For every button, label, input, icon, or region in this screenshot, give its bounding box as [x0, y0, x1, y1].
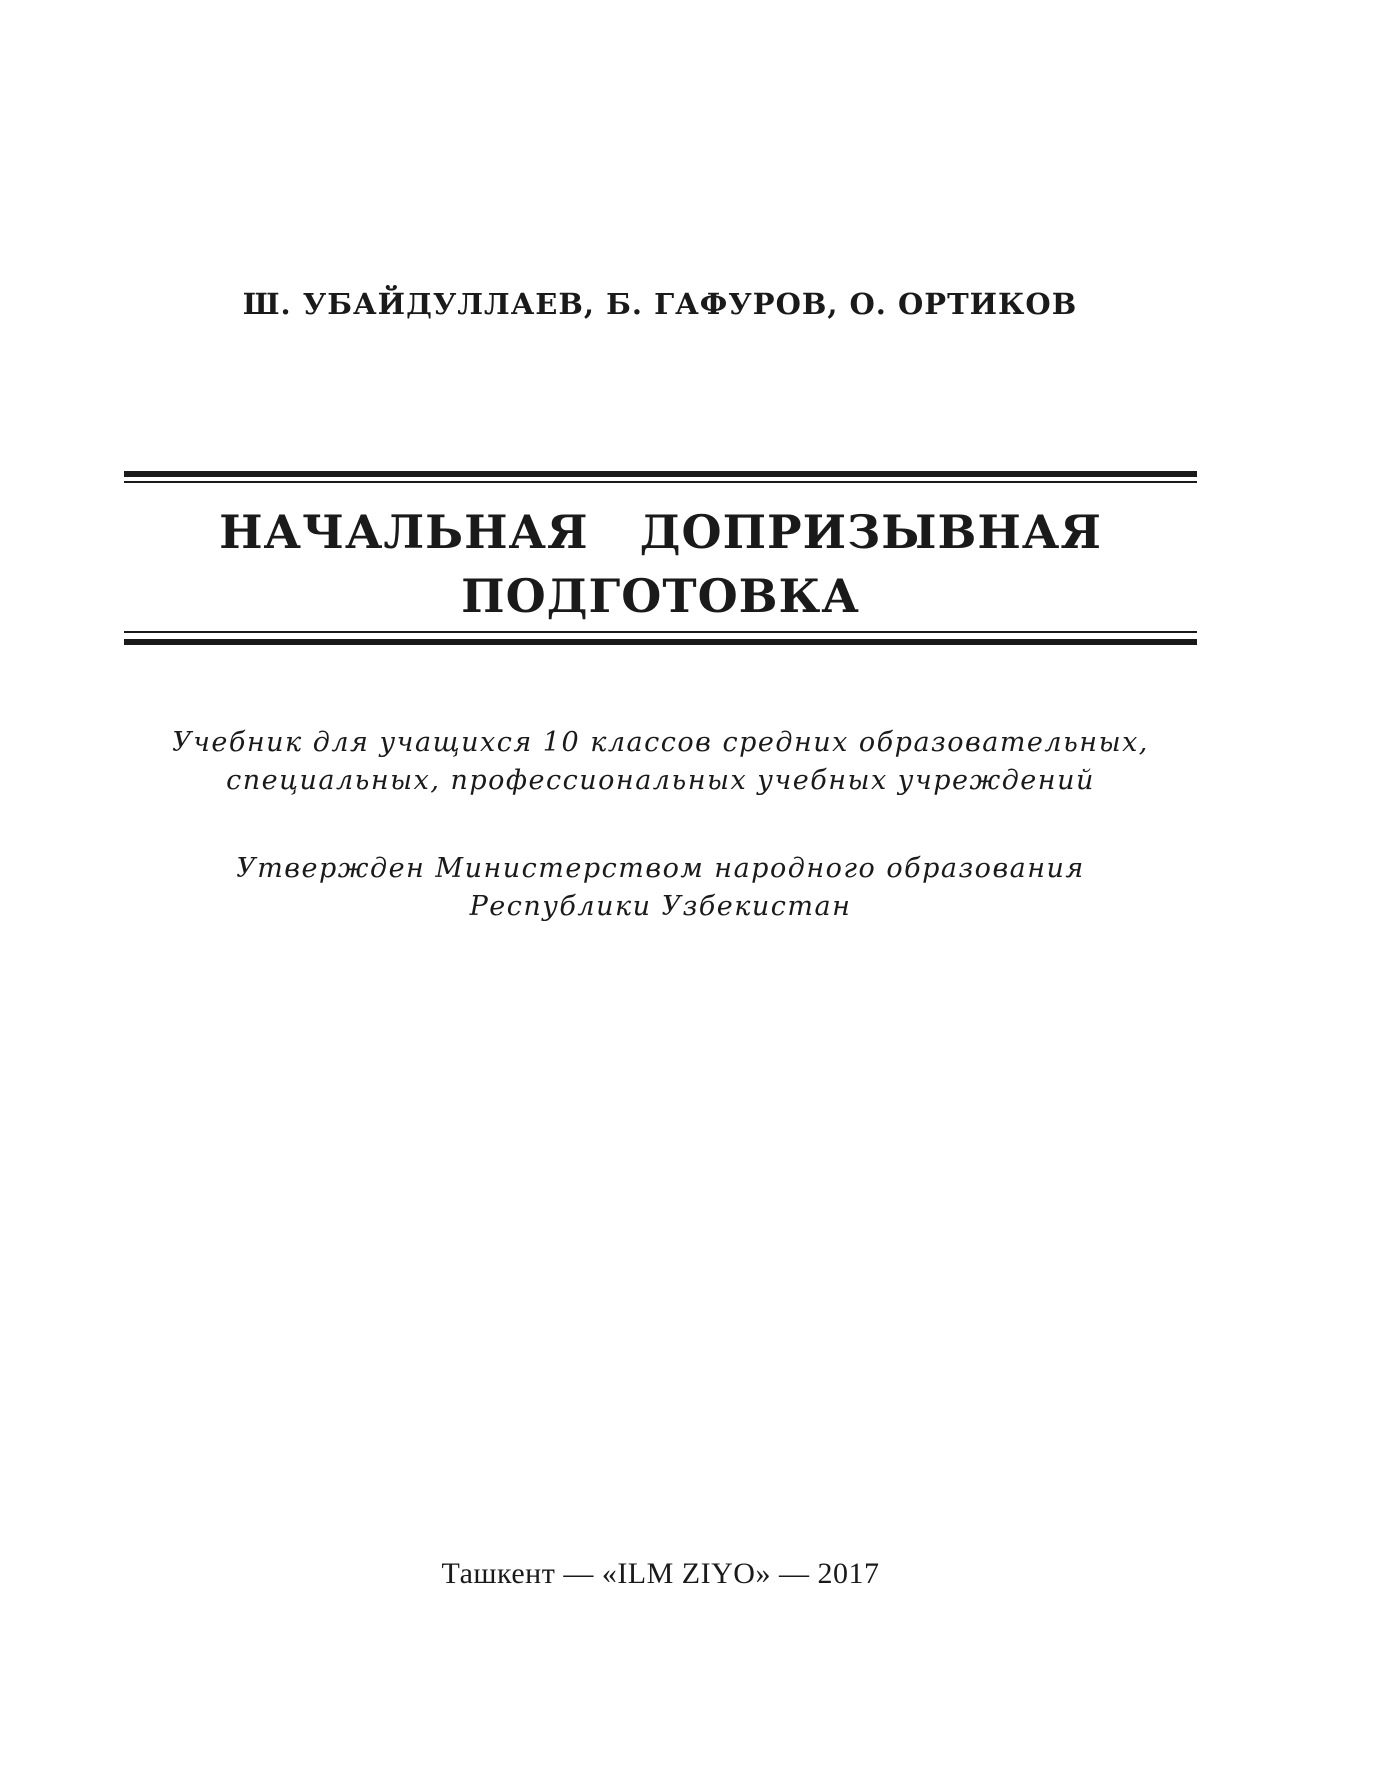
- book-title-line-2: ПОДГОТОВКА: [461, 569, 860, 623]
- bottom-rule-thin: [124, 631, 1197, 633]
- approval-line-1: Утвержден Министерством народного образования: [236, 853, 1085, 884]
- top-rule-thick: [124, 471, 1197, 477]
- book-title-line-1: НАЧАЛЬНАЯ ДОПРИЗЫВНАЯ: [219, 505, 1102, 559]
- book-description: [124, 724, 1197, 800]
- book-description-line-1: Учебник для учащихся 10 классов средних образовательных,: [172, 727, 1149, 758]
- bottom-rule-thick: [124, 639, 1197, 645]
- authors: Ш. УБАЙДУЛЛАЕВ, Б. ГАФУРОВ, О. ОРТИКОВ: [242, 287, 1078, 321]
- top-rule-thin: [124, 481, 1197, 483]
- publisher-imprint: Ташкент — «ILM ZIYO» — 2017: [441, 1557, 880, 1590]
- approval-line-2: Республики Узбекистан: [469, 891, 852, 922]
- book-title: [124, 500, 1197, 628]
- book-description-line-2: специальных, профессиональных учебных учреждений: [226, 765, 1095, 796]
- approval-statement: [124, 850, 1197, 926]
